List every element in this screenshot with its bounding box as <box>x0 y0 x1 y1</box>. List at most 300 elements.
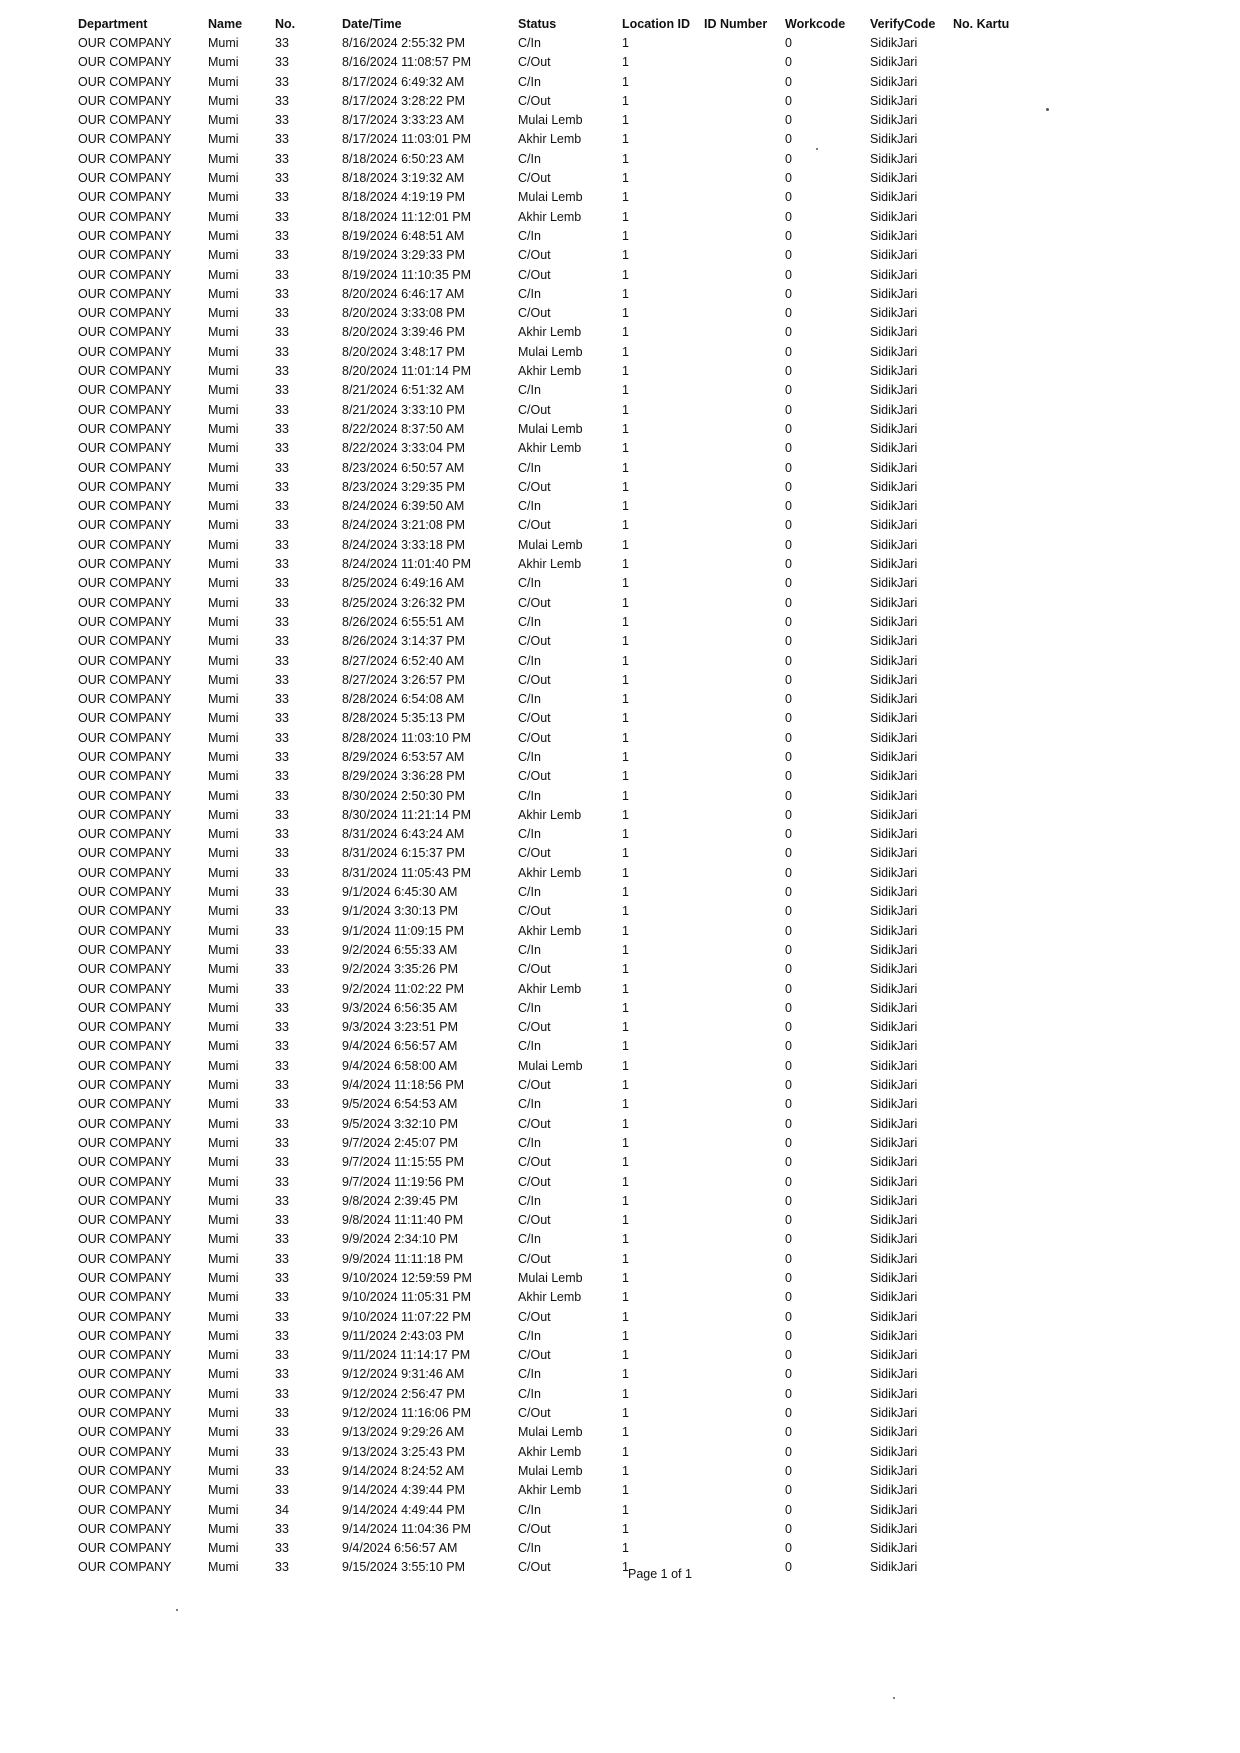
cell-verifycode: SidikJari <box>870 1483 918 1498</box>
cell-department: OUR COMPANY <box>78 981 172 996</box>
cell-datetime: 8/20/2024 6:46:17 AM <box>342 286 465 301</box>
cell-department: OUR COMPANY <box>78 942 172 957</box>
cell-status: C/Out <box>518 711 551 726</box>
cell-no: 33 <box>275 518 289 533</box>
cell-location-id: 1 <box>622 942 629 957</box>
cell-workcode: 0 <box>785 1290 792 1305</box>
cell-no: 33 <box>275 1232 289 1247</box>
cell-department: OUR COMPANY <box>78 653 172 668</box>
cell-department: OUR COMPANY <box>78 1444 172 1459</box>
cell-location-id: 1 <box>622 1193 629 1208</box>
cell-status: Akhir Lemb <box>518 209 582 224</box>
cell-no: 33 <box>275 1271 289 1285</box>
cell-status: C/In <box>518 692 541 707</box>
cell-datetime: 8/20/2024 3:33:08 PM <box>342 306 466 321</box>
cell-status: Mulai Lemb <box>518 344 583 359</box>
cell-verifycode: SidikJari <box>870 634 918 649</box>
cell-name: Mumi <box>208 499 239 514</box>
cell-datetime: 8/29/2024 3:36:28 PM <box>342 769 466 784</box>
cell-status: Mulai Lemb <box>518 1271 583 1285</box>
cell-no: 33 <box>275 981 289 996</box>
cell-verifycode: SidikJari <box>870 1463 918 1478</box>
cell-verifycode: SidikJari <box>870 1116 918 1131</box>
cell-status: C/In <box>518 286 541 301</box>
cell-datetime: 8/17/2024 3:33:23 AM <box>342 113 465 128</box>
cell-workcode: 0 <box>785 1348 792 1363</box>
cell-location-id: 1 <box>622 1271 629 1285</box>
cell-no: 33 <box>275 1174 289 1189</box>
cell-verifycode: SidikJari <box>870 1406 918 1421</box>
cell-verifycode: SidikJari <box>870 383 918 398</box>
cell-verifycode: SidikJari <box>870 248 918 263</box>
cell-no: 33 <box>275 1309 289 1324</box>
cell-name: Mumi <box>208 537 239 552</box>
table-row <box>78 150 1023 169</box>
cell-id-number <box>704 516 785 535</box>
cell-id-number <box>704 439 785 458</box>
cell-department: OUR COMPANY <box>78 537 172 552</box>
cell-no-kartu <box>953 574 1023 593</box>
cell-id-number <box>704 1173 785 1192</box>
cell-id-number <box>704 1269 785 1288</box>
table-row <box>78 323 1023 342</box>
cell-verifycode: SidikJari <box>870 1309 918 1324</box>
cell-status: C/In <box>518 1367 541 1382</box>
cell-department: OUR COMPANY <box>78 1213 172 1228</box>
cell-workcode: 0 <box>785 557 792 572</box>
cell-status: C/In <box>518 1328 541 1343</box>
cell-no-kartu <box>953 1365 1023 1384</box>
cell-datetime: 9/11/2024 2:43:03 PM <box>342 1328 465 1343</box>
table-row <box>78 53 1023 72</box>
cell-datetime: 8/18/2024 6:50:23 AM <box>342 151 465 166</box>
cell-no-kartu <box>953 1173 1023 1192</box>
table-row <box>78 729 1023 748</box>
cell-department: OUR COMPANY <box>78 499 172 514</box>
cell-no: 33 <box>275 634 289 649</box>
cell-department: OUR COMPANY <box>78 1463 172 1478</box>
cell-verifycode: SidikJari <box>870 344 918 359</box>
table-row <box>78 555 1023 574</box>
cell-no: 33 <box>275 1116 289 1131</box>
cell-id-number <box>704 1365 785 1384</box>
cell-location-id: 1 <box>622 55 629 70</box>
cell-department: OUR COMPANY <box>78 1135 172 1150</box>
cell-no: 33 <box>275 1000 289 1015</box>
cell-no-kartu <box>953 1211 1023 1230</box>
cell-verifycode: SidikJari <box>870 1039 918 1054</box>
cell-location-id: 1 <box>622 1155 629 1170</box>
cell-datetime: 9/12/2024 2:56:47 PM <box>342 1386 466 1401</box>
cell-datetime: 8/31/2024 11:05:43 PM <box>342 865 472 880</box>
cell-location-id: 1 <box>622 962 629 977</box>
cell-location-id: 1 <box>622 1541 629 1556</box>
cell-no: 33 <box>275 1058 289 1073</box>
cell-no-kartu <box>953 420 1023 439</box>
cell-name: Mumi <box>208 1425 239 1440</box>
cell-no-kartu <box>953 902 1023 921</box>
cell-workcode: 0 <box>785 1541 792 1556</box>
cell-workcode: 0 <box>785 1078 792 1093</box>
cell-no-kartu <box>953 1115 1023 1134</box>
cell-verifycode: SidikJari <box>870 807 918 822</box>
cell-workcode: 0 <box>785 1521 792 1536</box>
col-header-no-kartu: No. Kartu <box>953 16 1010 31</box>
cell-id-number <box>704 1520 785 1539</box>
table-row <box>78 1404 1023 1423</box>
cell-datetime: 9/10/2024 11:07:22 PM <box>342 1309 472 1324</box>
cell-name: Mumi <box>208 865 239 880</box>
cell-name: Mumi <box>208 421 239 436</box>
cell-verifycode: SidikJari <box>870 306 918 321</box>
cell-id-number <box>704 497 785 516</box>
cell-location-id: 1 <box>622 1348 629 1363</box>
table-header <box>78 14 1023 34</box>
cell-datetime: 8/25/2024 3:26:32 PM <box>342 595 466 610</box>
col-header-id-number: ID Number <box>704 16 768 31</box>
cell-verifycode: SidikJari <box>870 1078 918 1093</box>
cell-verifycode: SidikJari <box>870 441 918 456</box>
table-row <box>78 1327 1023 1346</box>
cell-location-id: 1 <box>622 1116 629 1131</box>
table-row <box>78 787 1023 806</box>
cell-id-number <box>704 246 785 265</box>
cell-department: OUR COMPANY <box>78 171 172 186</box>
cell-department: OUR COMPANY <box>78 1251 172 1266</box>
cell-location-id: 1 <box>622 421 629 436</box>
cell-no: 33 <box>275 788 289 803</box>
cell-id-number <box>704 111 785 130</box>
cell-name: Mumi <box>208 55 239 70</box>
cell-datetime: 9/9/2024 11:11:18 PM <box>342 1251 464 1266</box>
table-row <box>78 1423 1023 1442</box>
cell-no: 33 <box>275 711 289 726</box>
cell-location-id: 1 <box>622 402 629 417</box>
cell-verifycode: SidikJari <box>870 1232 918 1247</box>
cell-id-number <box>704 73 785 92</box>
cell-department: OUR COMPANY <box>78 1039 172 1054</box>
cell-no: 33 <box>275 1483 289 1498</box>
cell-name: Mumi <box>208 1078 239 1093</box>
cell-department: OUR COMPANY <box>78 885 172 900</box>
cell-status: C/Out <box>518 1116 551 1131</box>
cell-datetime: 8/29/2024 6:53:57 AM <box>342 749 465 764</box>
cell-location-id: 1 <box>622 344 629 359</box>
cell-department: OUR COMPANY <box>78 383 172 398</box>
cell-datetime: 9/2/2024 6:55:33 AM <box>342 942 458 957</box>
cell-id-number <box>704 1211 785 1230</box>
cell-no-kartu <box>953 1404 1023 1423</box>
cell-id-number <box>704 1037 785 1056</box>
cell-no: 33 <box>275 1406 289 1421</box>
cell-no: 33 <box>275 306 289 321</box>
cell-no: 33 <box>275 885 289 900</box>
cell-status: C/In <box>518 653 541 668</box>
cell-no-kartu <box>953 1037 1023 1056</box>
cell-name: Mumi <box>208 518 239 533</box>
cell-location-id: 1 <box>622 1097 629 1112</box>
table-row <box>78 922 1023 941</box>
cell-department: OUR COMPANY <box>78 614 172 629</box>
table-row <box>78 574 1023 593</box>
cell-no: 33 <box>275 537 289 552</box>
cell-name: Mumi <box>208 1058 239 1073</box>
cell-workcode: 0 <box>785 151 792 166</box>
cell-no-kartu <box>953 1018 1023 1037</box>
cell-department: OUR COMPANY <box>78 1386 172 1401</box>
cell-no: 33 <box>275 325 289 340</box>
table-row <box>78 844 1023 863</box>
cell-workcode: 0 <box>785 904 792 919</box>
cell-location-id: 1 <box>622 499 629 514</box>
cell-no-kartu <box>953 767 1023 786</box>
cell-no: 33 <box>275 1193 289 1208</box>
cell-status: C/Out <box>518 595 551 610</box>
cell-workcode: 0 <box>785 730 792 745</box>
cell-id-number <box>704 555 785 574</box>
cell-datetime: 9/4/2024 6:56:57 AM <box>342 1541 458 1556</box>
cell-datetime: 9/7/2024 11:19:56 PM <box>342 1174 465 1189</box>
cell-datetime: 9/14/2024 8:24:52 AM <box>342 1463 465 1478</box>
cell-status: C/In <box>518 788 541 803</box>
cell-no-kartu <box>953 304 1023 323</box>
cell-status: Akhir Lemb <box>518 557 582 572</box>
cell-id-number <box>704 1327 785 1346</box>
cell-no-kartu <box>953 188 1023 207</box>
cell-workcode: 0 <box>785 1483 792 1498</box>
cell-no-kartu <box>953 285 1023 304</box>
cell-workcode: 0 <box>785 1367 792 1382</box>
cell-status: Mulai Lemb <box>518 1058 583 1073</box>
cell-location-id: 1 <box>622 1058 629 1073</box>
cell-location-id: 1 <box>622 267 629 282</box>
cell-id-number <box>704 1481 785 1500</box>
cell-verifycode: SidikJari <box>870 557 918 572</box>
cell-id-number <box>704 420 785 439</box>
cell-verifycode: SidikJari <box>870 1521 918 1536</box>
cell-verifycode: SidikJari <box>870 788 918 803</box>
cell-no: 33 <box>275 36 289 50</box>
table-row <box>78 825 1023 844</box>
table-row <box>78 1115 1023 1134</box>
cell-name: Mumi <box>208 1444 239 1459</box>
cell-id-number <box>704 632 785 651</box>
cell-department: OUR COMPANY <box>78 441 172 456</box>
cell-location-id: 1 <box>622 1560 629 1575</box>
table-row <box>78 1288 1023 1307</box>
cell-workcode: 0 <box>785 421 792 436</box>
cell-no: 33 <box>275 595 289 610</box>
col-header-status: Status <box>518 16 557 31</box>
cell-workcode: 0 <box>785 1444 792 1459</box>
cell-department: OUR COMPANY <box>78 1309 172 1324</box>
cell-name: Mumi <box>208 1367 239 1382</box>
cell-workcode: 0 <box>785 885 792 900</box>
cell-location-id: 1 <box>622 171 629 186</box>
cell-no: 33 <box>275 364 289 379</box>
cell-name: Mumi <box>208 1116 239 1131</box>
cell-workcode: 0 <box>785 1097 792 1112</box>
cell-datetime: 8/24/2024 6:39:50 AM <box>342 499 465 514</box>
table-row <box>78 246 1023 265</box>
cell-datetime: 9/1/2024 3:30:13 PM <box>342 904 459 919</box>
cell-datetime: 9/1/2024 11:09:15 PM <box>342 923 465 938</box>
cell-location-id: 1 <box>622 711 629 726</box>
table-row <box>78 1520 1023 1539</box>
cell-id-number <box>704 1288 785 1307</box>
cell-location-id: 1 <box>622 730 629 745</box>
cell-location-id: 1 <box>622 36 629 50</box>
cell-status: C/In <box>518 460 541 475</box>
cell-name: Mumi <box>208 1483 239 1498</box>
cell-verifycode: SidikJari <box>870 1425 918 1440</box>
table-row <box>78 1230 1023 1249</box>
cell-name: Mumi <box>208 286 239 301</box>
cell-name: Mumi <box>208 827 239 842</box>
cell-id-number <box>704 381 785 400</box>
cell-status: C/In <box>518 1386 541 1401</box>
cell-datetime: 8/22/2024 8:37:50 AM <box>342 421 465 436</box>
cell-workcode: 0 <box>785 267 792 282</box>
cell-datetime: 9/5/2024 3:32:10 PM <box>342 1116 459 1131</box>
cell-verifycode: SidikJari <box>870 730 918 745</box>
cell-location-id: 1 <box>622 1174 629 1189</box>
cell-status: Akhir Lemb <box>518 1483 582 1498</box>
cell-verifycode: SidikJari <box>870 1444 918 1459</box>
table-row <box>78 1539 1023 1558</box>
cell-name: Mumi <box>208 1271 239 1285</box>
cell-status: C/In <box>518 1039 541 1054</box>
cell-no: 33 <box>275 846 289 861</box>
cell-verifycode: SidikJari <box>870 209 918 224</box>
cell-no-kartu <box>953 787 1023 806</box>
cell-id-number <box>704 1346 785 1365</box>
cell-status: C/In <box>518 942 541 957</box>
cell-status: C/Out <box>518 306 551 321</box>
cell-status: C/In <box>518 827 541 842</box>
cell-location-id: 1 <box>622 151 629 166</box>
cell-verifycode: SidikJari <box>870 286 918 301</box>
cell-workcode: 0 <box>785 518 792 533</box>
cell-no-kartu <box>953 439 1023 458</box>
cell-datetime: 9/4/2024 11:18:56 PM <box>342 1078 465 1093</box>
attendance-log-table <box>78 14 1023 1578</box>
table-row <box>78 806 1023 825</box>
cell-name: Mumi <box>208 1232 239 1247</box>
cell-no: 34 <box>275 1502 289 1517</box>
cell-verifycode: SidikJari <box>870 1213 918 1228</box>
cell-id-number <box>704 1539 785 1558</box>
cell-no-kartu <box>953 497 1023 516</box>
cell-verifycode: SidikJari <box>870 1097 918 1112</box>
cell-id-number <box>704 1076 785 1095</box>
cell-status: C/In <box>518 885 541 900</box>
cell-verifycode: SidikJari <box>870 885 918 900</box>
cell-name: Mumi <box>208 171 239 186</box>
cell-name: Mumi <box>208 248 239 263</box>
table-row <box>78 883 1023 902</box>
cell-location-id: 1 <box>622 286 629 301</box>
cell-location-id: 1 <box>622 1367 629 1382</box>
cell-status: C/Out <box>518 55 551 70</box>
cell-datetime: 9/14/2024 4:49:44 PM <box>342 1502 466 1517</box>
cell-no-kartu <box>953 362 1023 381</box>
cell-no-kartu <box>953 729 1023 748</box>
cell-status: C/Out <box>518 846 551 861</box>
cell-status: C/In <box>518 1541 541 1556</box>
cell-datetime: 8/20/2024 11:01:14 PM <box>342 364 472 379</box>
cell-location-id: 1 <box>622 769 629 784</box>
cell-department: OUR COMPANY <box>78 190 172 205</box>
cell-verifycode: SidikJari <box>870 325 918 340</box>
cell-no-kartu <box>953 844 1023 863</box>
cell-name: Mumi <box>208 364 239 379</box>
cell-workcode: 0 <box>785 1155 792 1170</box>
cell-id-number <box>704 1095 785 1114</box>
cell-id-number <box>704 1018 785 1037</box>
cell-department: OUR COMPANY <box>78 1483 172 1498</box>
cell-verifycode: SidikJari <box>870 228 918 243</box>
table-row <box>78 34 1023 53</box>
cell-no-kartu <box>953 1501 1023 1520</box>
cell-no-kartu <box>953 922 1023 941</box>
cell-no: 33 <box>275 769 289 784</box>
cell-name: Mumi <box>208 93 239 108</box>
cell-department: OUR COMPANY <box>78 904 172 919</box>
table-row <box>78 1308 1023 1327</box>
cell-location-id: 1 <box>622 325 629 340</box>
cell-name: Mumi <box>208 1039 239 1054</box>
cell-department: OUR COMPANY <box>78 1193 172 1208</box>
cell-verifycode: SidikJari <box>870 749 918 764</box>
cell-status: C/In <box>518 383 541 398</box>
table-row <box>78 1462 1023 1481</box>
cell-workcode: 0 <box>785 364 792 379</box>
cell-department: OUR COMPANY <box>78 807 172 822</box>
cell-status: C/In <box>518 614 541 629</box>
cell-verifycode: SidikJari <box>870 1328 918 1343</box>
cell-verifycode: SidikJari <box>870 1290 918 1305</box>
cell-id-number <box>704 1057 785 1076</box>
cell-no-kartu <box>953 1230 1023 1249</box>
cell-location-id: 1 <box>622 576 629 591</box>
table-row <box>78 613 1023 632</box>
cell-name: Mumi <box>208 1193 239 1208</box>
cell-workcode: 0 <box>785 209 792 224</box>
cell-workcode: 0 <box>785 923 792 938</box>
cell-department: OUR COMPANY <box>78 788 172 803</box>
cell-department: OUR COMPANY <box>78 749 172 764</box>
cell-datetime: 8/16/2024 11:08:57 PM <box>342 55 472 70</box>
cell-workcode: 0 <box>785 499 792 514</box>
cell-verifycode: SidikJari <box>870 1000 918 1015</box>
cell-datetime: 8/24/2024 11:01:40 PM <box>342 557 472 572</box>
cell-no-kartu <box>953 516 1023 535</box>
cell-no-kartu <box>953 343 1023 362</box>
cell-no: 33 <box>275 132 289 147</box>
cell-datetime: 9/7/2024 2:45:07 PM <box>342 1135 459 1150</box>
cell-datetime: 8/28/2024 11:03:10 PM <box>342 730 472 745</box>
cell-no: 33 <box>275 1444 289 1459</box>
cell-id-number <box>704 767 785 786</box>
cell-location-id: 1 <box>622 1135 629 1150</box>
cell-datetime: 9/1/2024 6:45:30 AM <box>342 885 458 900</box>
table-row <box>78 1192 1023 1211</box>
cell-status: C/Out <box>518 769 551 784</box>
cell-department: OUR COMPANY <box>78 151 172 166</box>
cell-verifycode: SidikJari <box>870 1386 918 1401</box>
cell-datetime: 9/2/2024 11:02:22 PM <box>342 981 465 996</box>
